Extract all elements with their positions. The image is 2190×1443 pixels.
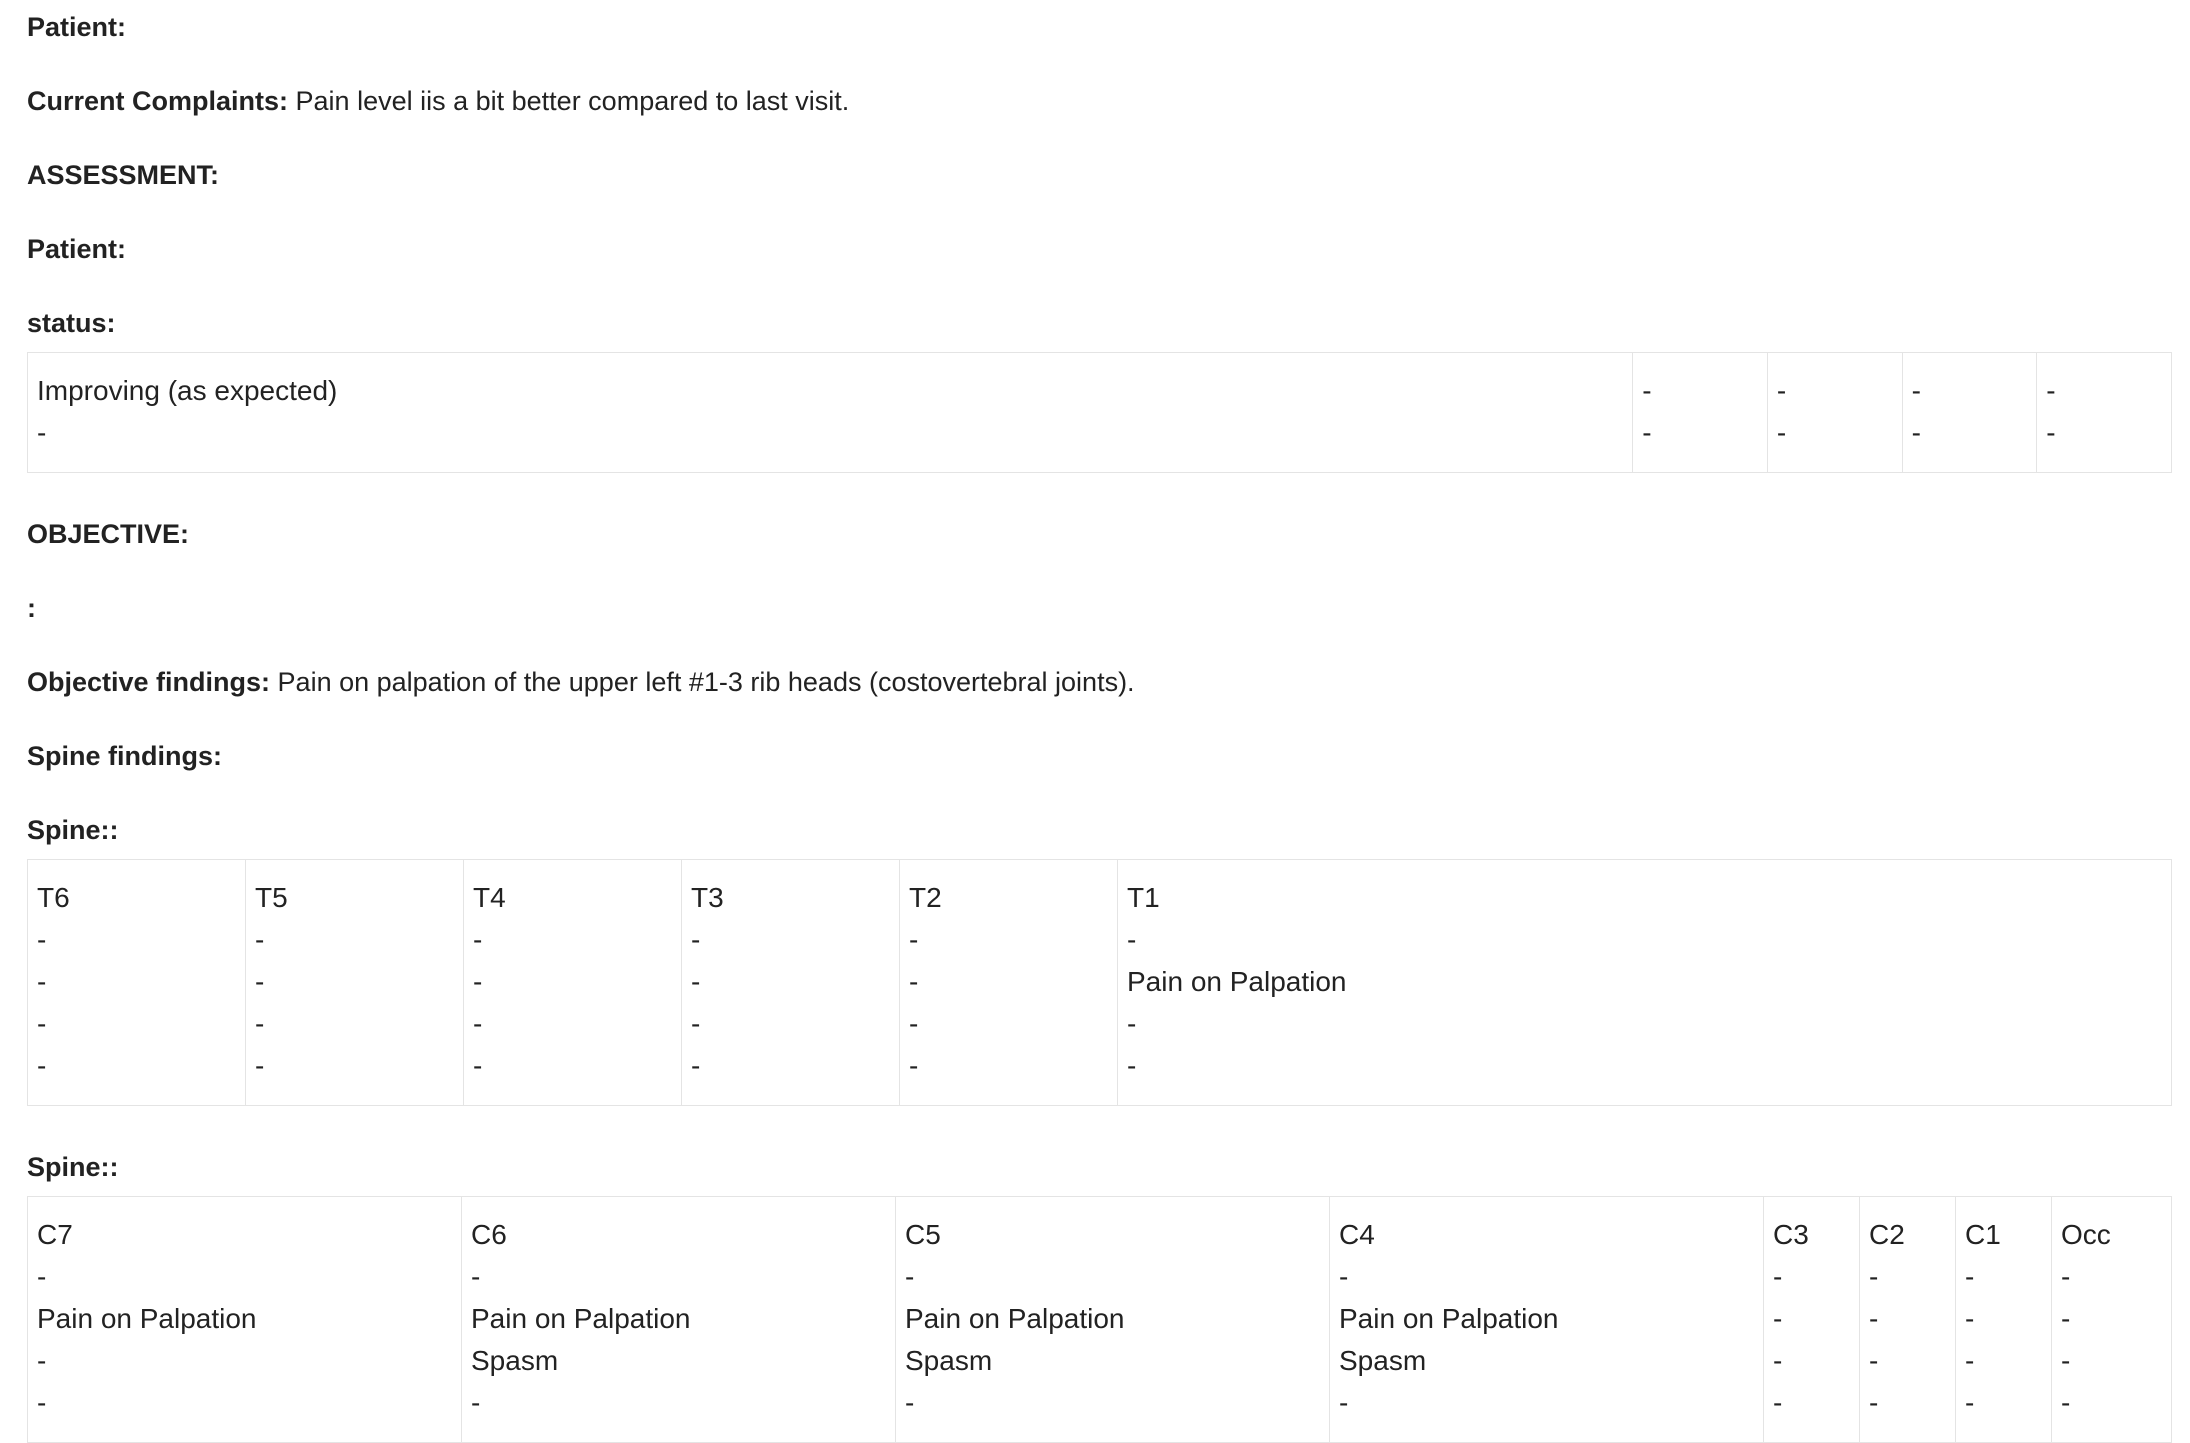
spine-finding: - xyxy=(905,1261,915,1292)
spine-cell-occ xyxy=(2052,1197,2172,1443)
spine-finding: Pain on Palpation xyxy=(1127,966,1347,997)
table-row xyxy=(28,353,2172,473)
spine-cell-t2 xyxy=(900,860,1118,1106)
spine-finding: - xyxy=(473,966,483,997)
spine-finding: - xyxy=(1965,1387,1975,1418)
spine-level-header: C5 xyxy=(905,1219,941,1250)
spine-finding: - xyxy=(473,1008,483,1039)
status-value: - xyxy=(37,417,47,448)
objective-heading-label: OBJECTIVE: xyxy=(27,519,190,549)
assessment-patient-label: Patient: xyxy=(27,234,127,264)
status-value: Improving (as expected) xyxy=(37,375,338,406)
spine-cervical-label: Spine:: xyxy=(27,1152,119,1182)
spine-finding: - xyxy=(1773,1345,1783,1376)
status-value: - xyxy=(2046,417,2056,448)
spine-finding: - xyxy=(909,1008,919,1039)
spine-thoracic-line xyxy=(27,809,2163,859)
spine-cell-t6 xyxy=(28,860,246,1106)
status-value: - xyxy=(2046,375,2056,406)
spine-findings-line xyxy=(27,735,2163,809)
status-table xyxy=(27,352,2172,473)
spine-finding: - xyxy=(37,1387,47,1418)
spine-level-header: T3 xyxy=(691,882,724,913)
spine-finding: - xyxy=(255,924,265,955)
spine-level-header: C7 xyxy=(37,1219,73,1250)
current-complaints-text: Pain level iis a bit better compared to last visit. xyxy=(295,86,850,116)
spine-finding: - xyxy=(1127,1050,1137,1081)
status-value: - xyxy=(1642,417,1652,448)
spine-finding: - xyxy=(1127,924,1137,955)
spine-cell-t4 xyxy=(464,860,682,1106)
objective-heading xyxy=(27,513,2163,587)
spine-thoracic-label: Spine:: xyxy=(27,815,119,845)
current-complaints-label: Current Complaints: xyxy=(27,86,289,116)
spine-finding: - xyxy=(1773,1303,1783,1334)
patient-label: Patient: xyxy=(27,12,127,42)
spine-finding: - xyxy=(255,1050,265,1081)
spine-finding: - xyxy=(37,1345,47,1376)
spine-finding: - xyxy=(691,1050,701,1081)
spine-level-header: C1 xyxy=(1965,1219,2001,1250)
spine-finding: - xyxy=(473,924,483,955)
status-value: - xyxy=(1776,417,1787,448)
spine-level-header: T6 xyxy=(37,882,70,913)
spine-finding: - xyxy=(471,1387,481,1418)
spine-finding: - xyxy=(37,924,47,955)
spine-finding: - xyxy=(691,1008,701,1039)
spine-level-header: C2 xyxy=(1869,1219,1905,1250)
spine-finding: - xyxy=(1965,1345,1975,1376)
spine-finding: - xyxy=(909,966,919,997)
spine-thoracic-table xyxy=(27,859,2172,1106)
assessment-heading xyxy=(27,154,2163,228)
patient-line xyxy=(27,6,2163,80)
spine-cervical-line xyxy=(27,1146,2163,1196)
spine-finding: - xyxy=(1773,1387,1783,1418)
assessment-heading-label: ASSESSMENT: xyxy=(27,160,220,190)
spine-level-header: T2 xyxy=(909,882,942,913)
objective-colon-line xyxy=(27,587,2163,661)
spine-finding: - xyxy=(1339,1387,1349,1418)
spine-cell-t3 xyxy=(682,860,900,1106)
spine-finding: - xyxy=(1869,1261,1879,1292)
spine-level-header: C4 xyxy=(1339,1219,1375,1250)
spine-finding: - xyxy=(1127,1008,1137,1039)
spine-cell-c2 xyxy=(1860,1197,1956,1443)
spine-cell-c6 xyxy=(462,1197,896,1443)
spine-finding: - xyxy=(471,1261,481,1292)
spine-finding: - xyxy=(691,966,701,997)
current-complaints-line xyxy=(27,80,2163,154)
spine-cell-c7 xyxy=(28,1197,462,1443)
spine-cell-t5 xyxy=(246,860,464,1106)
spine-finding: - xyxy=(909,924,919,955)
objective-findings-label: Objective findings: xyxy=(27,667,271,697)
objective-findings-line xyxy=(27,661,2163,735)
spine-finding: - xyxy=(473,1050,483,1081)
spine-finding: - xyxy=(1869,1387,1879,1418)
spine-finding: - xyxy=(905,1387,915,1418)
status-line xyxy=(27,302,2163,352)
spine-finding: - xyxy=(1869,1345,1879,1376)
spine-level-header: T1 xyxy=(1127,882,1160,913)
spine-level-header: Occ xyxy=(2061,1219,2111,1250)
table-row xyxy=(28,860,2172,1106)
spine-level-header: C3 xyxy=(1773,1219,1809,1250)
spine-level-header: C6 xyxy=(471,1219,507,1250)
spine-finding: Pain on Palpation xyxy=(471,1303,691,1334)
spine-cell-t1 xyxy=(1118,860,2172,1106)
spine-finding: - xyxy=(1965,1261,1975,1292)
spine-finding: - xyxy=(37,966,47,997)
spine-level-header: T4 xyxy=(473,882,506,913)
spine-finding: Pain on Palpation xyxy=(905,1303,1125,1334)
objective-colon-label: : xyxy=(27,593,36,623)
spine-finding: - xyxy=(2061,1303,2071,1334)
spine-finding: - xyxy=(1869,1303,1879,1334)
assessment-patient-line xyxy=(27,228,2163,302)
spine-finding: - xyxy=(691,924,701,955)
table-row xyxy=(28,1197,2172,1443)
spine-finding: Spasm xyxy=(1339,1345,1427,1376)
spine-finding: - xyxy=(1339,1261,1349,1292)
status-cell xyxy=(1633,353,1768,473)
spine-finding: - xyxy=(255,1008,265,1039)
spine-finding: Pain on Palpation xyxy=(37,1303,257,1334)
spine-finding: - xyxy=(37,1008,47,1039)
spine-finding: - xyxy=(2061,1261,2071,1292)
spine-finding: - xyxy=(1773,1261,1783,1292)
spine-finding: - xyxy=(1965,1303,1975,1334)
status-value: - xyxy=(1776,375,1787,406)
spine-cervical-table xyxy=(27,1196,2172,1443)
spine-finding: - xyxy=(255,966,265,997)
spine-finding: - xyxy=(2061,1387,2071,1418)
status-value: - xyxy=(1911,417,1921,448)
status-value: - xyxy=(1911,375,1921,406)
spine-cell-c4 xyxy=(1330,1197,1764,1443)
status-cell xyxy=(1767,353,1902,473)
status-cell xyxy=(1902,353,2037,473)
spine-cell-c3 xyxy=(1764,1197,1860,1443)
objective-findings-text: Pain on palpation of the upper left #1-3 rib heads (costovertebral joints). xyxy=(277,667,1135,697)
spine-cell-c5 xyxy=(896,1197,1330,1443)
spine-findings-label: Spine findings: xyxy=(27,741,222,771)
status-cell xyxy=(28,353,1633,473)
spine-finding: Pain on Palpation xyxy=(1339,1303,1559,1334)
spine-finding: - xyxy=(37,1050,47,1081)
spine-cell-c1 xyxy=(1956,1197,2052,1443)
spine-level-header: T5 xyxy=(255,882,288,913)
status-cell xyxy=(2037,353,2172,473)
spine-finding: Spasm xyxy=(905,1345,993,1376)
spine-finding: Spasm xyxy=(471,1345,559,1376)
spine-finding: - xyxy=(909,1050,919,1081)
status-value: - xyxy=(1642,375,1652,406)
spine-finding: - xyxy=(2061,1345,2071,1376)
status-label: status: xyxy=(27,308,116,338)
spine-finding: - xyxy=(37,1261,47,1292)
